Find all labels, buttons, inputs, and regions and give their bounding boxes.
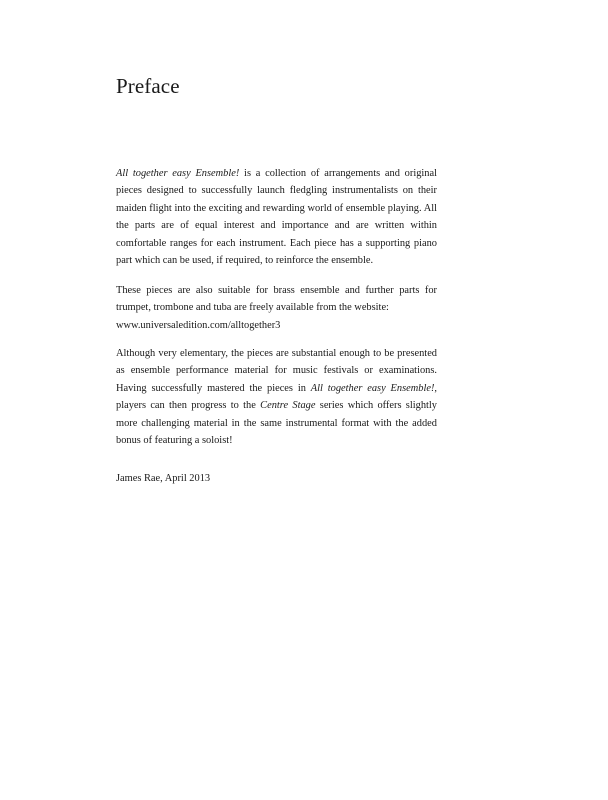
paragraph-progression-text-b: , players can then progress to the [116,382,438,412]
paragraph-brass [116,282,437,334]
book-title-italic: All together easy Ensemble! [116,168,240,179]
paragraph-progression-text-a: Although very elementary, the pieces are substantial enough to be presented as ensemble performance material for music festivals or examinations. Having successfully mastered the pieces in [116,348,437,394]
paragraph-progression-text-c: series which offers slightly more challenging material in the same instrumental format with the added bonus of featuring a soloist! [116,400,437,447]
paragraph-intro [116,165,437,269]
paragraph-intro-text: is a collection of arrangements and original pieces designed to successfully launch fledgling instrumentalists on their maiden flight into the exciting and rewarding world of ensemble playing. All the parts are of equal interest and importance and are written within comfortable ranges for each instrument. Each piece has a supporting piano part which can be used, if required, to reinforce the ensemble. [116,168,438,267]
signature: James Rae, April 2013 [116,473,211,484]
book-title-italic-2: All together easy Ensemble! [310,382,435,394]
website-url: www.universaledition.com/alltogether3 [116,319,281,331]
paragraph-progression [116,345,437,449]
page-title: Preface [116,74,180,98]
series-title-italic: Centre Stage [260,400,316,412]
paragraph-brass-text: These pieces are also suitable for brass ensemble and further parts for trumpet, trombone and tuba are freely available from the website: [116,285,437,314]
